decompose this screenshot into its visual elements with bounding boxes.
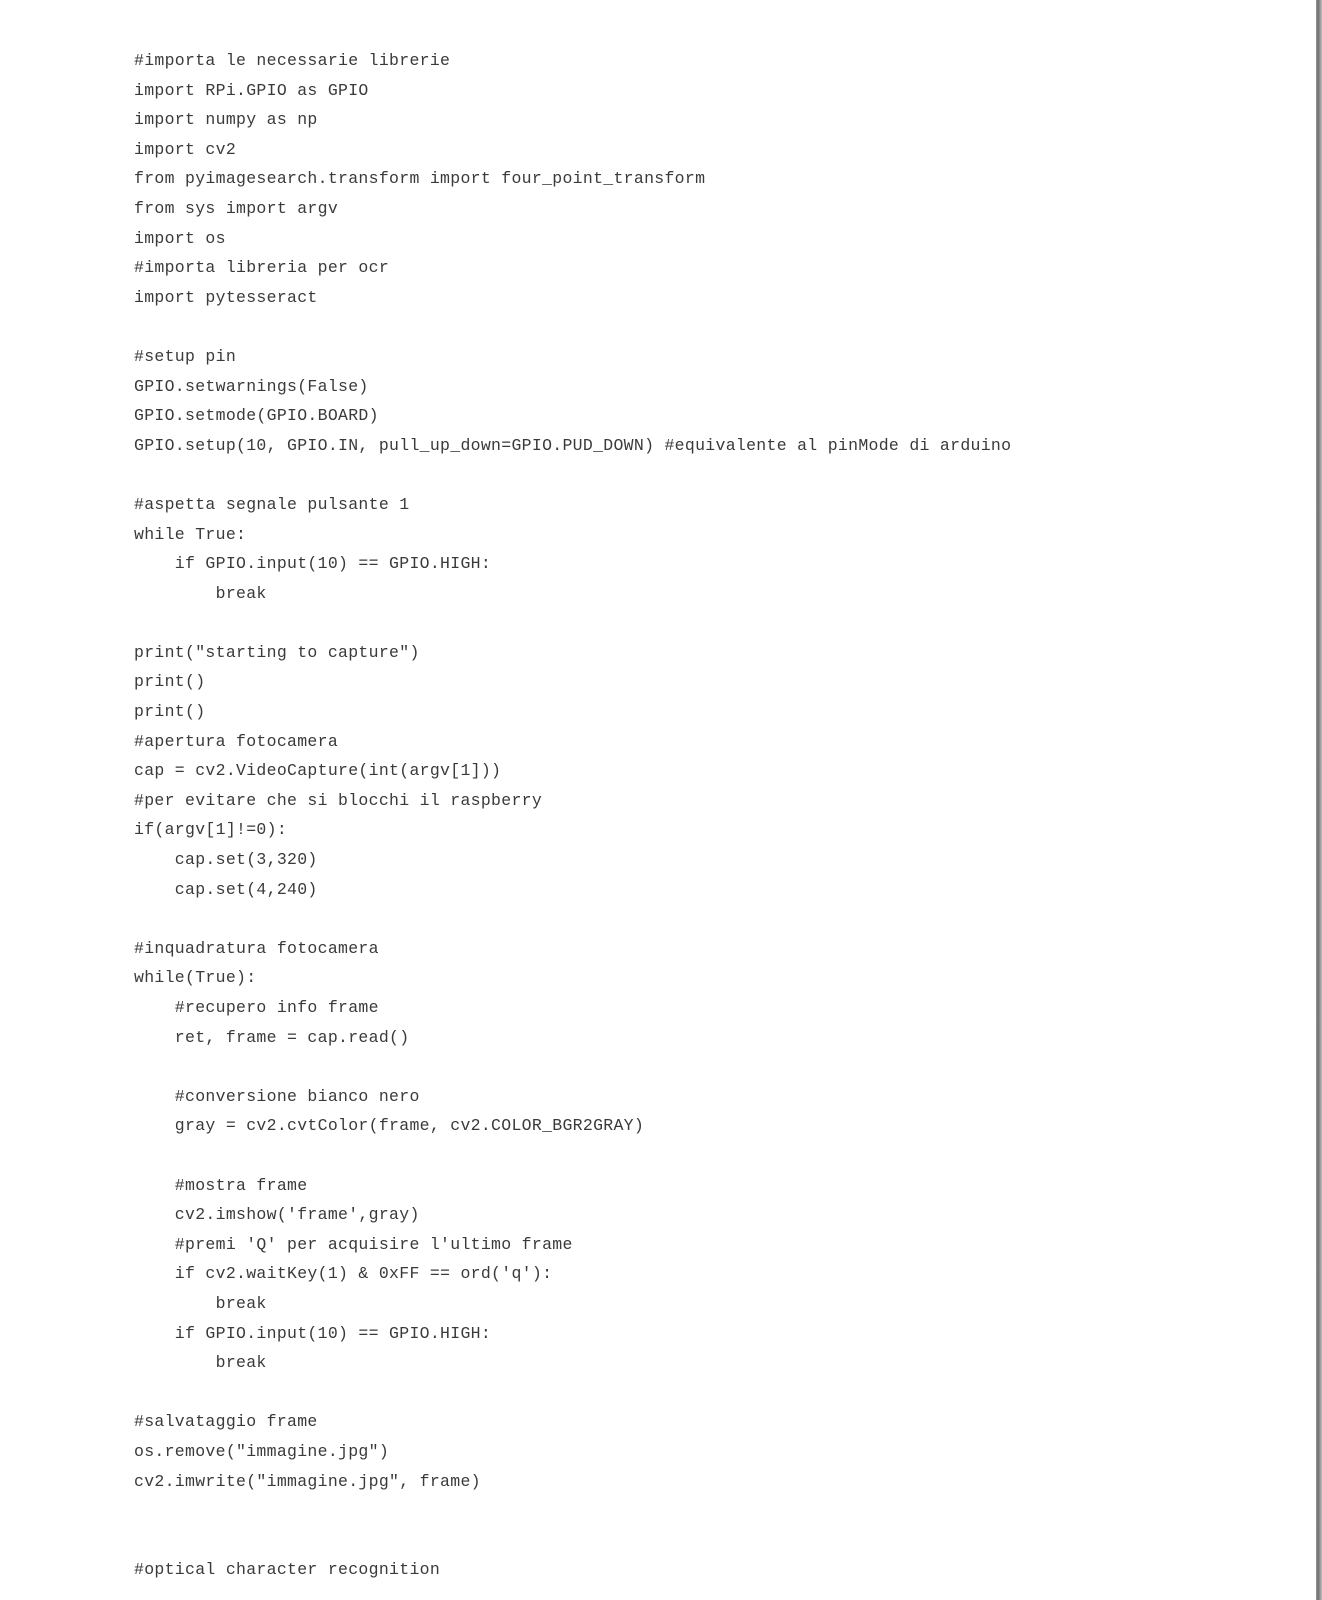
code-listing <box>134 46 1011 1585</box>
code-line: if GPIO.input(10) == GPIO.HIGH: <box>134 554 492 574</box>
code-line: if cv2.waitKey(1) & 0xFF == ord('q'): <box>134 1264 553 1284</box>
code-line: from sys import argv <box>134 198 339 218</box>
code-line: #mostra frame <box>134 1175 308 1195</box>
code-line: import pytesseract <box>134 287 318 307</box>
code-line: if(argv[1]!=0): <box>134 820 288 840</box>
code-line: GPIO.setwarnings(False) <box>134 376 369 396</box>
code-line <box>134 1378 1011 1408</box>
code-line: #inquadratura fotocamera <box>134 938 379 958</box>
code-line: cv2.imshow('frame',gray) <box>134 1205 420 1225</box>
code-line: GPIO.setup(10, GPIO.IN, pull_up_down=GPIO.PUD_DOWN) #equivalente al pinMode di arduino <box>134 435 1012 455</box>
code-line: #premi 'Q' per acquisire l'ultimo frame <box>134 1234 573 1254</box>
code-line: #apertura fotocamera <box>134 731 339 751</box>
code-line: #aspetta segnale pulsante 1 <box>134 494 410 514</box>
code-line <box>134 904 1011 934</box>
code-line: import os <box>134 228 226 248</box>
code-line: #recupero info frame <box>134 998 379 1017</box>
code-line: cap.set(3,320) <box>134 850 318 870</box>
code-line: os.remove("immagine.jpg") <box>134 1441 390 1461</box>
code-line: #importa le necessarie librerie <box>134 51 451 70</box>
code-line <box>134 1052 1011 1082</box>
code-line: break <box>134 1293 267 1313</box>
code-line: break <box>134 583 267 603</box>
code-line: GPIO.setmode(GPIO.BOARD) <box>134 406 379 426</box>
code-line: ret, frame = cap.read() <box>134 1027 410 1047</box>
code-line: if GPIO.input(10) == GPIO.HIGH: <box>134 1323 492 1343</box>
code-line: while(True): <box>134 968 257 988</box>
code-line: while True: <box>134 524 247 544</box>
code-line: print("starting to capture") <box>134 642 420 662</box>
code-line <box>134 312 1011 342</box>
code-line <box>134 608 1011 638</box>
code-line: import RPi.GPIO as GPIO <box>134 80 369 100</box>
code-line: break <box>134 1353 267 1373</box>
code-line: print() <box>134 702 206 722</box>
code-line: #importa libreria per ocr <box>134 258 390 278</box>
code-line: #optical character recognition <box>134 1560 441 1580</box>
code-line: #conversione bianco nero <box>134 1086 420 1106</box>
code-line: import cv2 <box>134 139 237 159</box>
code-line: #per evitare che si blocchi il raspberry <box>134 790 543 810</box>
code-line <box>134 1496 1011 1526</box>
code-line: #setup pin <box>134 346 237 366</box>
code-line: gray = cv2.cvtColor(frame, cv2.COLOR_BGR2GRAY) <box>134 1116 645 1136</box>
code-line: cap.set(4,240) <box>134 879 318 899</box>
page-edge-shadow <box>1316 0 1322 1600</box>
code-line: print() <box>134 672 206 692</box>
code-line: #salvataggio frame <box>134 1412 318 1432</box>
code-line <box>134 460 1011 490</box>
code-line: import numpy as np <box>134 110 318 130</box>
code-line: cap = cv2.VideoCapture(int(argv[1])) <box>134 761 502 781</box>
code-line: from pyimagesearch.transform import four_point_transform <box>134 169 706 189</box>
code-line <box>134 1526 1011 1556</box>
code-line: cv2.imwrite("immagine.jpg", frame) <box>134 1471 481 1491</box>
code-line <box>134 1141 1011 1171</box>
